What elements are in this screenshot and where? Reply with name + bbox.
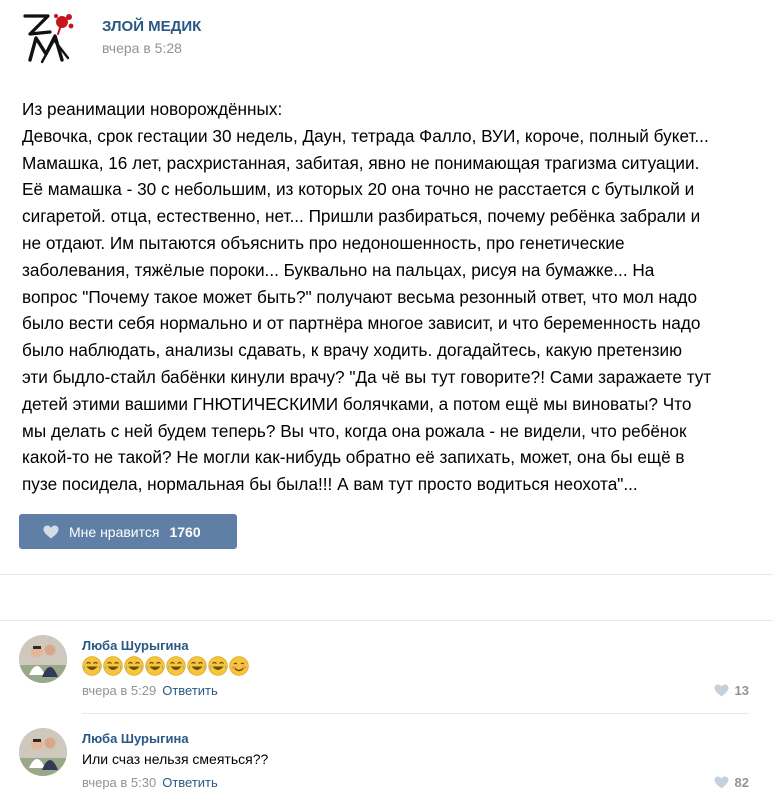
heart-icon bbox=[714, 776, 729, 789]
joy-emoji-icon bbox=[208, 656, 228, 676]
joy-emoji-icon bbox=[145, 656, 165, 676]
comment-author[interactable]: Люба Шурыгина bbox=[82, 638, 189, 653]
avatar[interactable] bbox=[19, 635, 67, 683]
comment bbox=[0, 621, 773, 713]
post-text-line: какой-то не такой? Не могли как-нибудь обратно её запихать, может, она бы ещё в bbox=[22, 447, 685, 468]
post-time[interactable]: вчера в 5:28 bbox=[102, 40, 182, 56]
post-text-line: детей этими вашими ГНЮТИЧЕСКИМИ болячками, а потом ещё мы виноваты? Что bbox=[22, 393, 692, 414]
joy-emoji-icon bbox=[124, 656, 144, 676]
joy-emoji-icon bbox=[187, 656, 207, 676]
avatar[interactable] bbox=[19, 728, 67, 776]
post-text-line: было вести себя нормально и от партнёра многое зависит, и что беременность надо bbox=[22, 313, 701, 334]
like-count: 1760 bbox=[169, 523, 201, 540]
reply-link[interactable]: Ответить bbox=[162, 775, 218, 790]
comment-author[interactable]: Люба Шурыгина bbox=[82, 731, 189, 746]
comments-gap bbox=[0, 575, 773, 621]
comment-meta bbox=[82, 683, 218, 698]
blush-emoji-icon bbox=[229, 656, 249, 676]
comment bbox=[0, 714, 773, 796]
like-button[interactable] bbox=[19, 514, 237, 549]
post-author[interactable]: ЗЛОЙ МЕДИК bbox=[102, 18, 202, 35]
post-text-line: Её мамашка - 30 с небольшим, из которых 20 она точно не расстается с бутылкой и bbox=[22, 179, 695, 200]
comment-like-button[interactable] bbox=[714, 775, 749, 790]
post-text-line: Девочка, срок гестации 30 недель, Даун, тетрада Фалло, ВУИ, короче, полный букет... bbox=[22, 125, 709, 146]
joy-emoji-icon bbox=[103, 656, 123, 676]
reply-link[interactable]: Ответить bbox=[162, 683, 218, 698]
joy-emoji-icon bbox=[166, 656, 186, 676]
zm-logo-icon[interactable] bbox=[22, 10, 80, 66]
post-text-line: Мамашка, 16 лет, расхристанная, забитая, явно не понимающая трагизма ситуации. bbox=[22, 152, 700, 173]
post-text-line: не отдают. Им пытаются объяснить про недоношенность, про генетические bbox=[22, 232, 625, 253]
comment-text: Или счаз нельзя смеяться?? bbox=[82, 751, 269, 767]
post-text bbox=[22, 96, 757, 498]
comment-emoji-row bbox=[82, 656, 249, 676]
comment-like-count: 82 bbox=[734, 775, 749, 790]
post-text-line: пузе посидела, нормальная бы была!!! А вам тут просто водиться неохота"... bbox=[22, 474, 638, 495]
post-text-line: заболевания, тяжёлые пороки... Буквально на пальцах, рисуя на бумажке... На bbox=[22, 259, 655, 280]
comment-like-button[interactable] bbox=[714, 683, 749, 698]
comment-like-count: 13 bbox=[734, 683, 749, 698]
comment-time[interactable]: вчера в 5:29 bbox=[82, 683, 157, 698]
post-text-line: было наблюдать, анализы сдавать, к врачу ходить. догадайтесь, какую претензию bbox=[22, 340, 682, 361]
post-text-line: эти быдло-стайл бабёнки кинули врачу? "Да чё вы тут говорите?! Сами заражаете тут bbox=[22, 366, 712, 387]
comment-time[interactable]: вчера в 5:30 bbox=[82, 775, 157, 790]
comment-meta bbox=[82, 775, 218, 790]
post-text-line: вопрос "Почему такое может быть?" получают весьма резонный ответ, что мол надо bbox=[22, 286, 698, 307]
like-label: Мне нравится bbox=[69, 523, 160, 540]
post-text-line: сигаретой. отца, естественно, нет... Пришли разбираться, почему ребёнка забрали и bbox=[22, 206, 701, 227]
heart-icon bbox=[714, 684, 729, 697]
post-text-line: мы делать с ней будем теперь? Вы что, когда она рожала - не видели, что ребёнок bbox=[22, 420, 687, 441]
post-text-line: Из реанимации новорождённых: bbox=[22, 99, 283, 119]
post-header bbox=[22, 10, 722, 66]
joy-emoji-icon bbox=[82, 656, 102, 676]
heart-icon bbox=[43, 525, 59, 539]
